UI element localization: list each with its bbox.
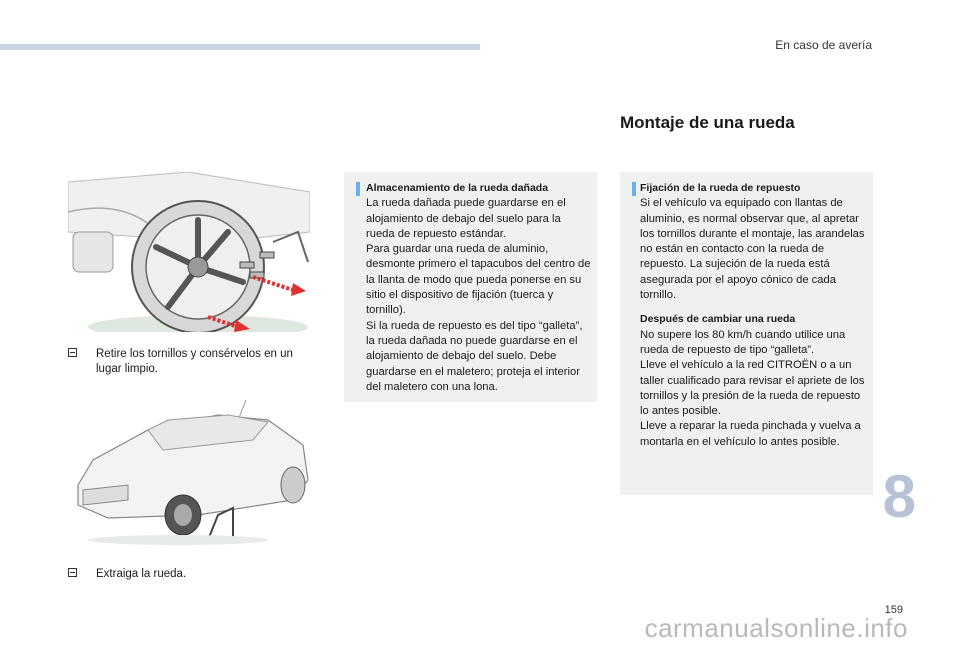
header-accent-bar xyxy=(0,44,480,50)
fixing-paragraph: Si el vehículo va equipado con llantas de aluminio, es normal observar que, al apretar los tornillos durante el montaje, las arandelas no están en contacto con la rueda de repuesto. La sujeción de la rueda está asegurada por el apoyo cónico de cada tornillo. xyxy=(640,197,865,302)
damaged-wheel-storage-box xyxy=(344,172,597,402)
step-checkbox-icon xyxy=(68,568,77,577)
after-change-paragraph: Lleve a reparar la rueda pinchada y vuelva a montarla en el vehículo lo antes posible. xyxy=(640,420,861,448)
storage-paragraph: Si la rueda de repuesto es del tipo “galleta”, la rueda dañada no puede guardarse en el alojamiento de debajo del suelo. Debe guardarse en el maletero; proteja el interior del maletero con una lona. xyxy=(366,319,583,393)
spare-wheel-fixing-box xyxy=(620,172,873,495)
step-checkbox-icon xyxy=(68,348,77,357)
car-on-jack-illustration xyxy=(68,400,310,545)
after-change-paragraph: No supere los 80 km/h cuando utilice una rueda de repuesto de tipo “galleta”. xyxy=(640,328,846,356)
watermark: carmanualsonline.info xyxy=(644,613,908,643)
fixing-heading: Fijación de la rueda de repuesto xyxy=(640,182,801,194)
storage-paragraph: La rueda dañada puede guardarse en el alojamiento de debajo del suelo para la rueda de repuesto estándar. xyxy=(366,197,566,240)
wheel-removal-illustration xyxy=(68,172,310,332)
chapter-number: 8 xyxy=(882,463,916,530)
storage-paragraph: Para guardar una rueda de aluminio, desmonte primero el tapacubos del centro de la llanta de modo que pueda ponerse en su sitio el dispositivo de fijación (tuerca y tornillo). xyxy=(366,243,591,317)
section-header: En caso de avería xyxy=(775,38,872,52)
after-change-heading: Después de cambiar una rueda xyxy=(640,313,796,326)
info-accent-bar xyxy=(632,182,636,196)
step-remove-wheel: Extraiga la rueda. xyxy=(68,567,318,582)
page-number: 159 xyxy=(884,604,903,616)
after-change-paragraph: Lleve el vehículo a la red CITROËN o a un taller cualificado para revisar el apriete de los tornillos y la presión de la rueda de repuesto lo antes posible. xyxy=(640,359,865,418)
storage-heading: Almacenamiento de la rueda dañada xyxy=(366,182,549,194)
step-remove-bolts: Retire los tornillos y consérvelos en un lugar limpio. xyxy=(68,347,318,377)
info-accent-bar xyxy=(356,182,360,196)
page-title: Montaje de una rueda xyxy=(620,113,795,132)
